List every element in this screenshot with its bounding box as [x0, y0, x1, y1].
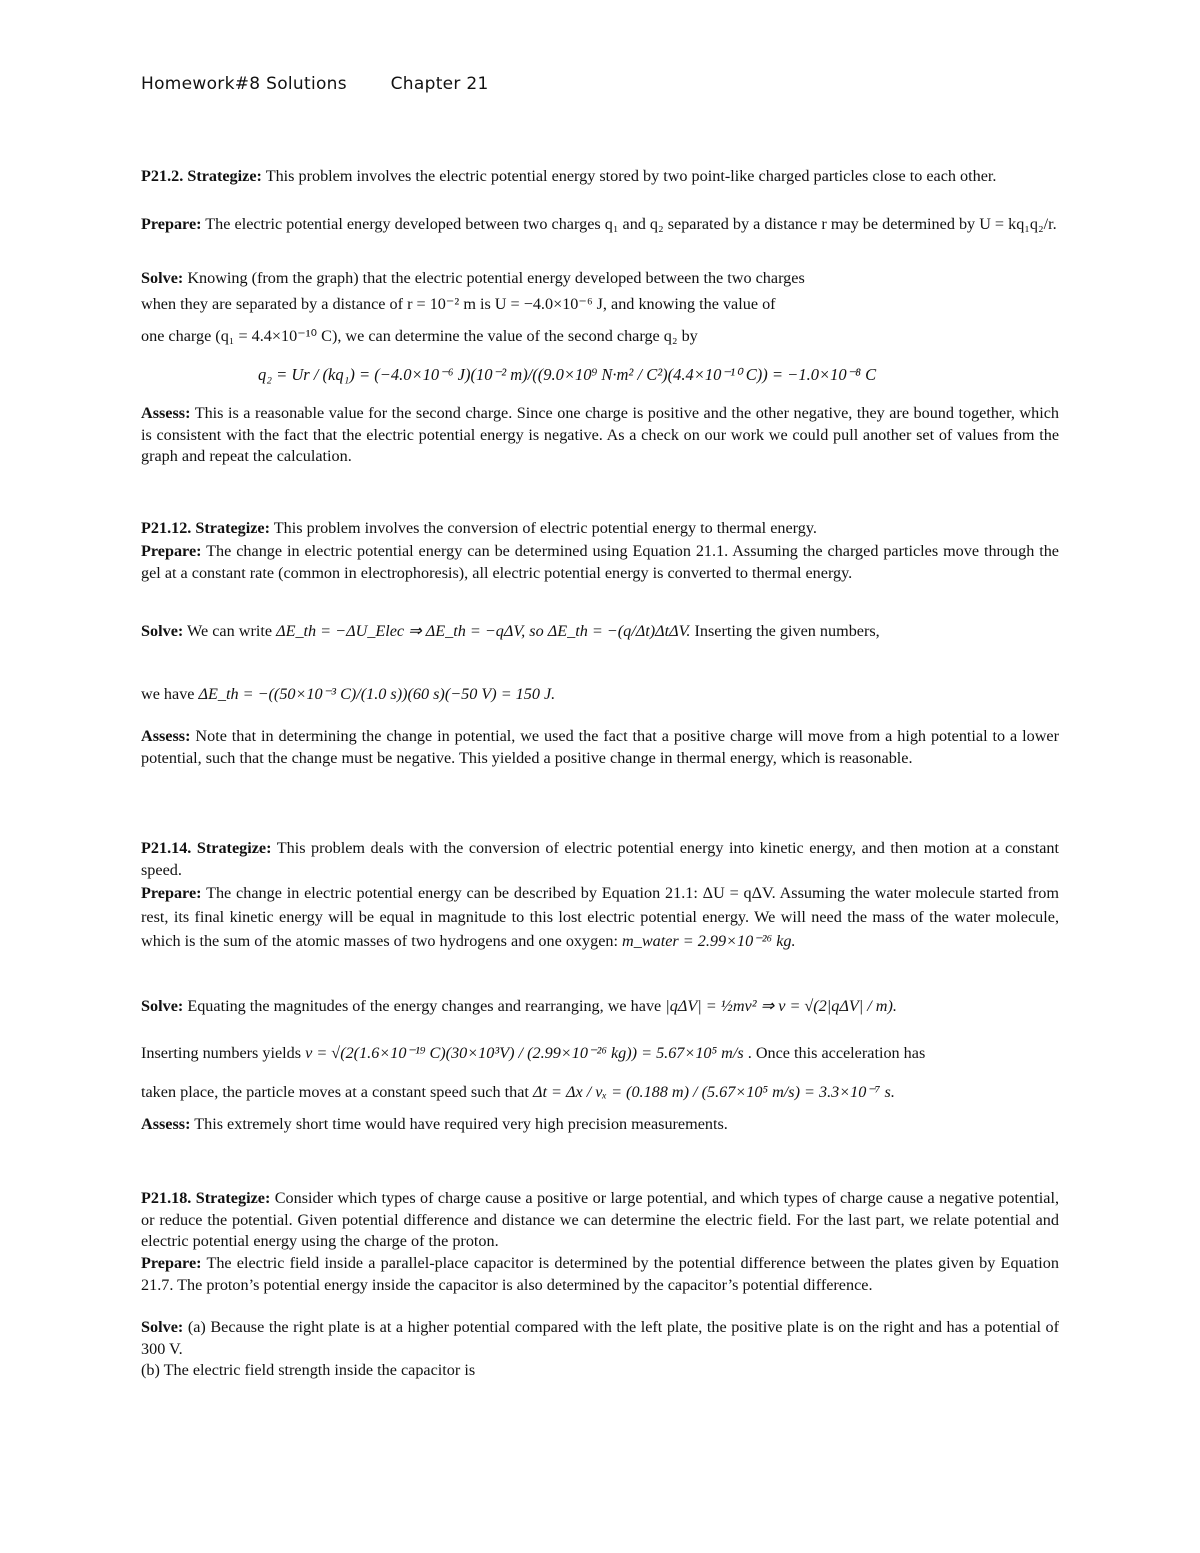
p21-14-assess: Assess: This extremely short time would have required very high precision measurements.	[141, 1115, 728, 1133]
page-header	[141, 74, 489, 94]
p21-2-solve: Solve: Knowing (from the graph) that the electric potential energy developed between the two charges	[141, 269, 805, 287]
p21-12-strategize: P21.12. Strategize: This problem involves the conversion of electric potential energy to thermal energy.	[141, 519, 817, 537]
p21-12-result-equation: ΔE_th = −((50×10⁻³ C)/(1.0 s))(60 s)(−50 V) = 150 J.	[198, 685, 556, 703]
p21-14-prepare: Prepare: The change in electric potential energy can be described by Equation 21.1: ΔU = qΔV. Assuming the water molecule started from rest, its final kinetic energy will be equal in magnitude to this lost electric potential energy. We will need the mass of the water molecule, which is the sum of the atomic masses of two hydrogens and one oxygen: m_water = 2.99×10⁻²⁶ kg.	[141, 884, 1059, 950]
p21-14-time-equation: Δt = Δx / vₓ = (0.188 m) / (5.67×10⁵ m/s) = 3.3×10⁻⁷ s.	[532, 1083, 895, 1101]
document-title: Homework#8 Solutions	[141, 74, 347, 94]
p21-2-solve-line2: when they are separated by a distance of r = 10⁻² m is U = −4.0×10⁻⁶ J, and knowing the value of	[141, 295, 776, 313]
p21-12-result: we have ΔE_th = −((50×10⁻³ C)/(1.0 s))(60 s)(−50 V) = 150 J.	[141, 685, 556, 703]
p21-2-strategize: P21.2. Strategize: This problem involves the electric potential energy stored by two point-like charged particles close to each other.	[141, 167, 997, 185]
p21-18-solve-a: Solve: (a) Because the right plate is at a higher potential compared with the left plate, the positive plate is on the right and has a potential of 300 V.	[141, 1318, 1060, 1358]
p21-14-time: taken place, the particle moves at a constant speed such that Δt = Δx / vₓ = (0.188 m) / (5.67×10⁵ m/s) = 3.3×10⁻⁷ s.	[141, 1083, 895, 1101]
p21-18-solve-b: (b) The electric field strength inside the capacitor is	[141, 1361, 476, 1379]
p21-2-assess: Assess: This is a reasonable value for the second charge. Since one charge is positive and the other negative, they are bound together, which is consistent with the fact that the electric potential energy is negative. As a check on our work we could pull another set of values from the graph and repeat the calculation.	[141, 404, 1059, 465]
p21-18-strategize: P21.18. Strategize: Consider which types of charge cause a positive or large potential, and which types of charge cause a negative potential, or reduce the potential. Given potential difference and distance we can determine the electric field. For the last part, we relate potential and electric potential energy using the charge of the proton.	[141, 1189, 1060, 1250]
p21-12-prepare: Prepare: The change in electric potential energy can be determined using Equation 21.1. Assuming the charged particles move through the gel at a constant rate (common in electrophoresis), all electric potential energy is converted to thermal energy.	[141, 542, 1059, 582]
p21-14-strategize: P21.14. Strategize: This problem deals with the conversion of electric potential energy into kinetic energy, and then motion at a constant speed.	[141, 839, 1060, 879]
p21-2-prepare: Prepare: The electric potential energy developed between two charges q₁ and q₂ separated by a distance r may be determined by U = kq₁q₂/r.	[141, 215, 1057, 233]
p21-14-insert: Inserting numbers yields v = √(2(1.6×10⁻¹⁹ C)(30×10³V) / (2.99×10⁻²⁶ kg)) = 5.67×10⁵ m/s . Once this acceleration has	[141, 1044, 926, 1062]
p21-14-solve-equation: |qΔV| = ½mv² ⇒ v = √(2|qΔV| / m).	[665, 997, 897, 1015]
p21-2-solve-line3: one charge (q₁ = 4.4×10⁻¹⁰ C), we can determine the value of the second charge q₂ by	[141, 327, 698, 345]
p21-12-solve-equation: ΔE_th = −ΔU_Elec ⇒ ΔE_th = −qΔV, so ΔE_th = −(q/Δt)ΔtΔV.	[276, 622, 691, 640]
p21-14-solve: Solve: Equating the magnitudes of the energy changes and rearranging, we have |qΔV| = ½mv² ⇒ v = √(2|qΔV| / m).	[141, 997, 897, 1015]
p21-12-assess: Assess: Note that in determining the change in potential, we used the fact that a positive charge will move from a high potential to a lower potential, such that the change must be negative. This yielded a positive change in thermal energy, which is reasonable.	[141, 727, 1059, 767]
p21-2-equation: q₂ = Ur / (kq₁) = (−4.0×10⁻⁶ J)(10⁻² m)/((9.0×10⁹ N·m² / C²)(4.4×10⁻¹⁰ C)) = −1.0×10⁻⁸ C	[258, 365, 877, 384]
p21-14-mass-equation: m_water = 2.99×10⁻²⁶ kg.	[622, 932, 796, 950]
p21-18-prepare: Prepare: The electric field inside a parallel-place capacitor is determined by the potential difference between the plates given by Equation 21.7. The proton’s potential energy inside the capacitor is also determined by the capacitor’s potential difference.	[141, 1254, 1059, 1294]
p21-12-solve: Solve: We can write ΔE_th = −ΔU_Elec ⇒ ΔE_th = −qΔV, so ΔE_th = −(q/Δt)ΔtΔV. Inserting the given numbers,	[141, 622, 880, 640]
p21-14-insert-equation: v = √(2(1.6×10⁻¹⁹ C)(30×10³V) / (2.99×10⁻²⁶ kg)) = 5.67×10⁵ m/s	[305, 1044, 744, 1062]
chapter-label: Chapter 21	[390, 74, 489, 94]
